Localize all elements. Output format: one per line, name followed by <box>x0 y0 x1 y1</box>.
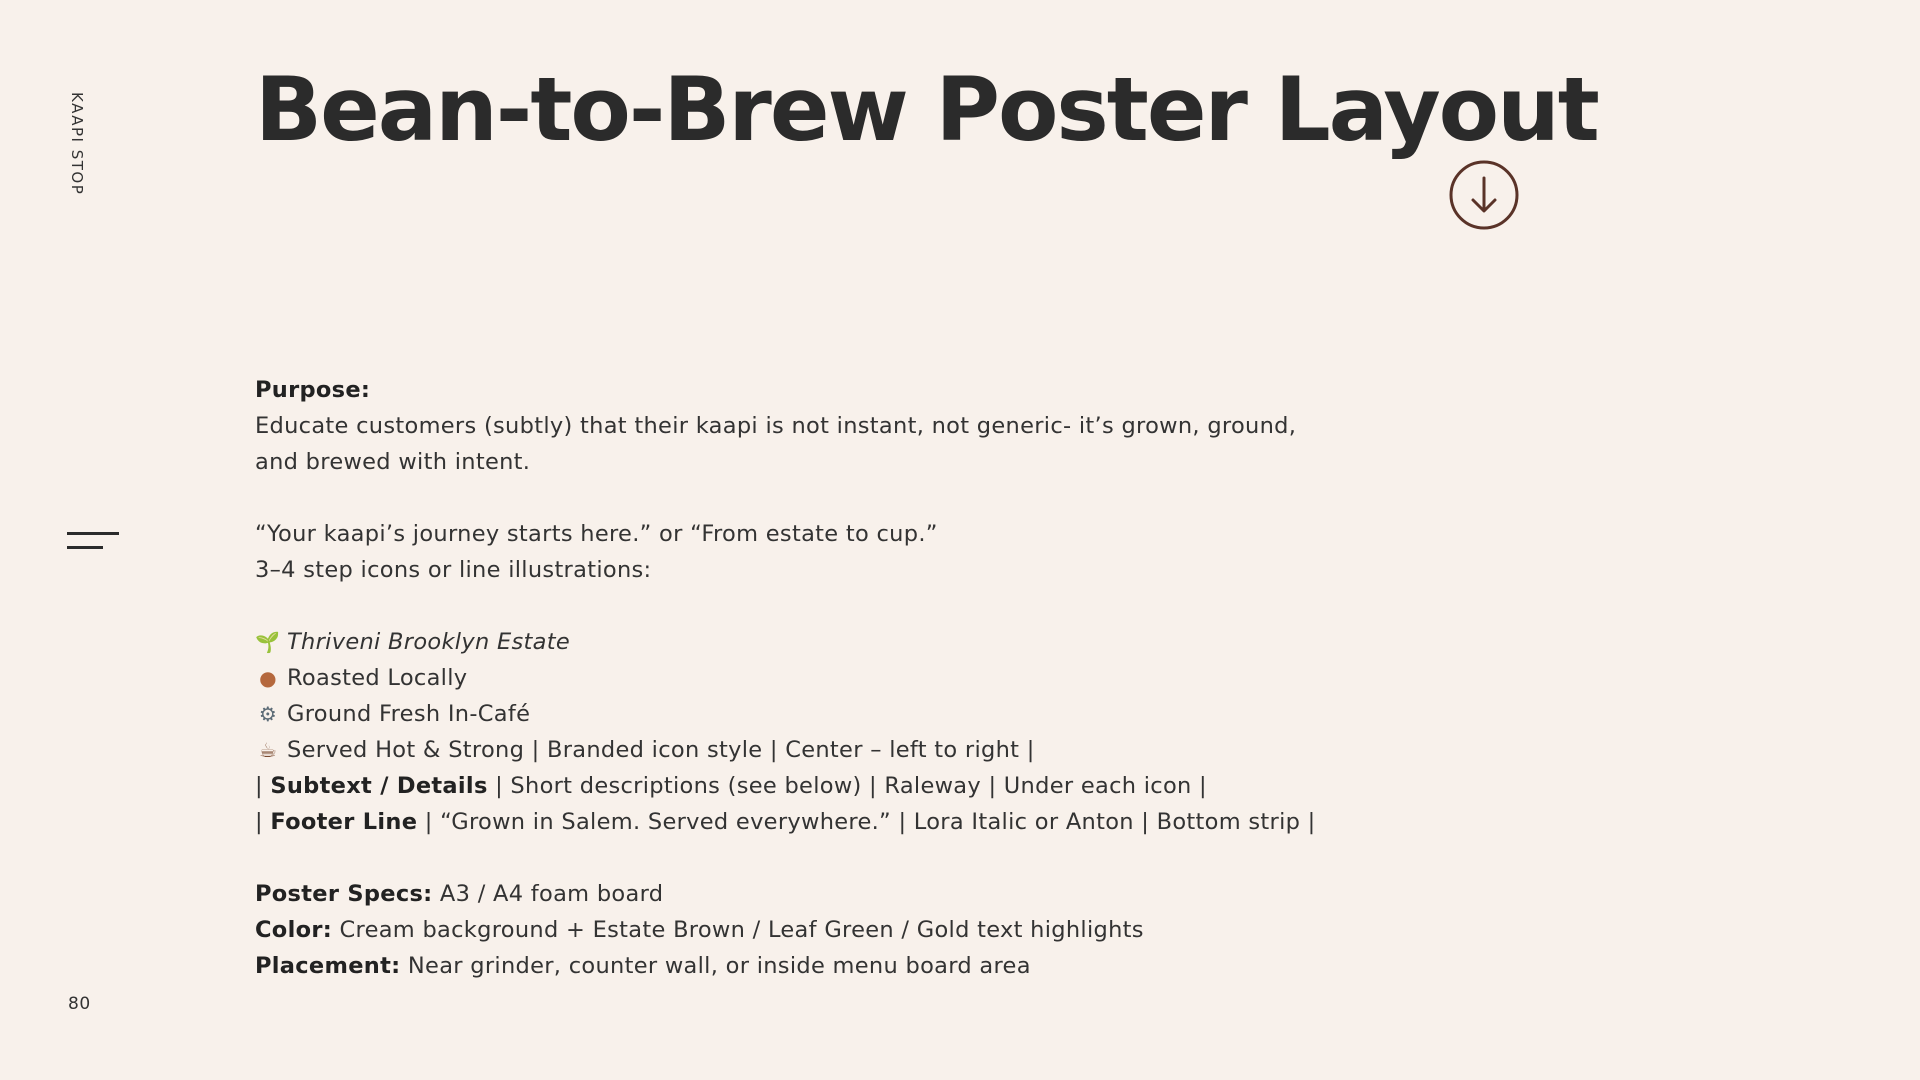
row-details: | Short descriptions (see below) | Raleway | Under each icon | <box>487 773 1207 799</box>
step-text: Served Hot & Strong | Branded icon style | Center – left to right | <box>287 737 1035 763</box>
row-label: Footer Line <box>270 809 418 835</box>
step-text: Thriveni Brooklyn Estate <box>287 629 570 655</box>
table-row: | Footer Line | “Grown in Salem. Served everywhere.” | Lora Italic or Anton | Bottom strip | <box>255 809 1316 835</box>
gear-icon: ⚙ <box>258 702 278 726</box>
step-item <box>255 696 1405 732</box>
row-label: Subtext / Details <box>270 773 488 799</box>
step-item <box>255 732 1405 768</box>
step-item <box>255 624 1405 660</box>
row-details: | “Grown in Salem. Served everywhere.” | Lora Italic or Anton | Bottom strip | <box>417 809 1316 835</box>
purpose-label: Purpose: <box>255 377 371 403</box>
spec-placement: Placement: Near grinder, counter wall, or inside menu board area <box>255 953 1031 979</box>
menu-icon[interactable] <box>67 532 119 552</box>
content-body <box>255 372 1405 984</box>
seedling-icon: 🌱 <box>255 630 281 654</box>
purpose-text-line-1: Educate customers (subtly) that their kaapi is not instant, not generic- it’s grown, ground, <box>255 413 1297 439</box>
spec-color: Color: Cream background + Estate Brown / Leaf Green / Gold text highlights <box>255 917 1144 943</box>
step-text: Ground Fresh In-Café <box>287 701 531 727</box>
steps-intro: 3–4 step icons or line illustrations: <box>255 557 652 583</box>
scroll-down-icon[interactable] <box>1449 160 1519 230</box>
tagline: “Your kaapi’s journey starts here.” or “From estate to cup.” <box>255 521 938 547</box>
step-item <box>255 660 1405 696</box>
purpose-text-line-2: and brewed with intent. <box>255 449 531 475</box>
brand-label: KAAPI STOP <box>68 92 86 196</box>
page-number: 80 <box>68 994 91 1014</box>
page-title: Bean-to-Brew Poster Layout <box>255 58 1598 161</box>
table-row: | Subtext / Details | Short descriptions (see below) | Raleway | Under each icon | <box>255 773 1207 799</box>
step-text: Roasted Locally <box>287 665 468 691</box>
coffee-beans-icon: ● <box>259 666 277 690</box>
spec-poster: Poster Specs: A3 / A4 foam board <box>255 881 664 907</box>
hot-beverage-icon: ☕ <box>258 738 278 762</box>
